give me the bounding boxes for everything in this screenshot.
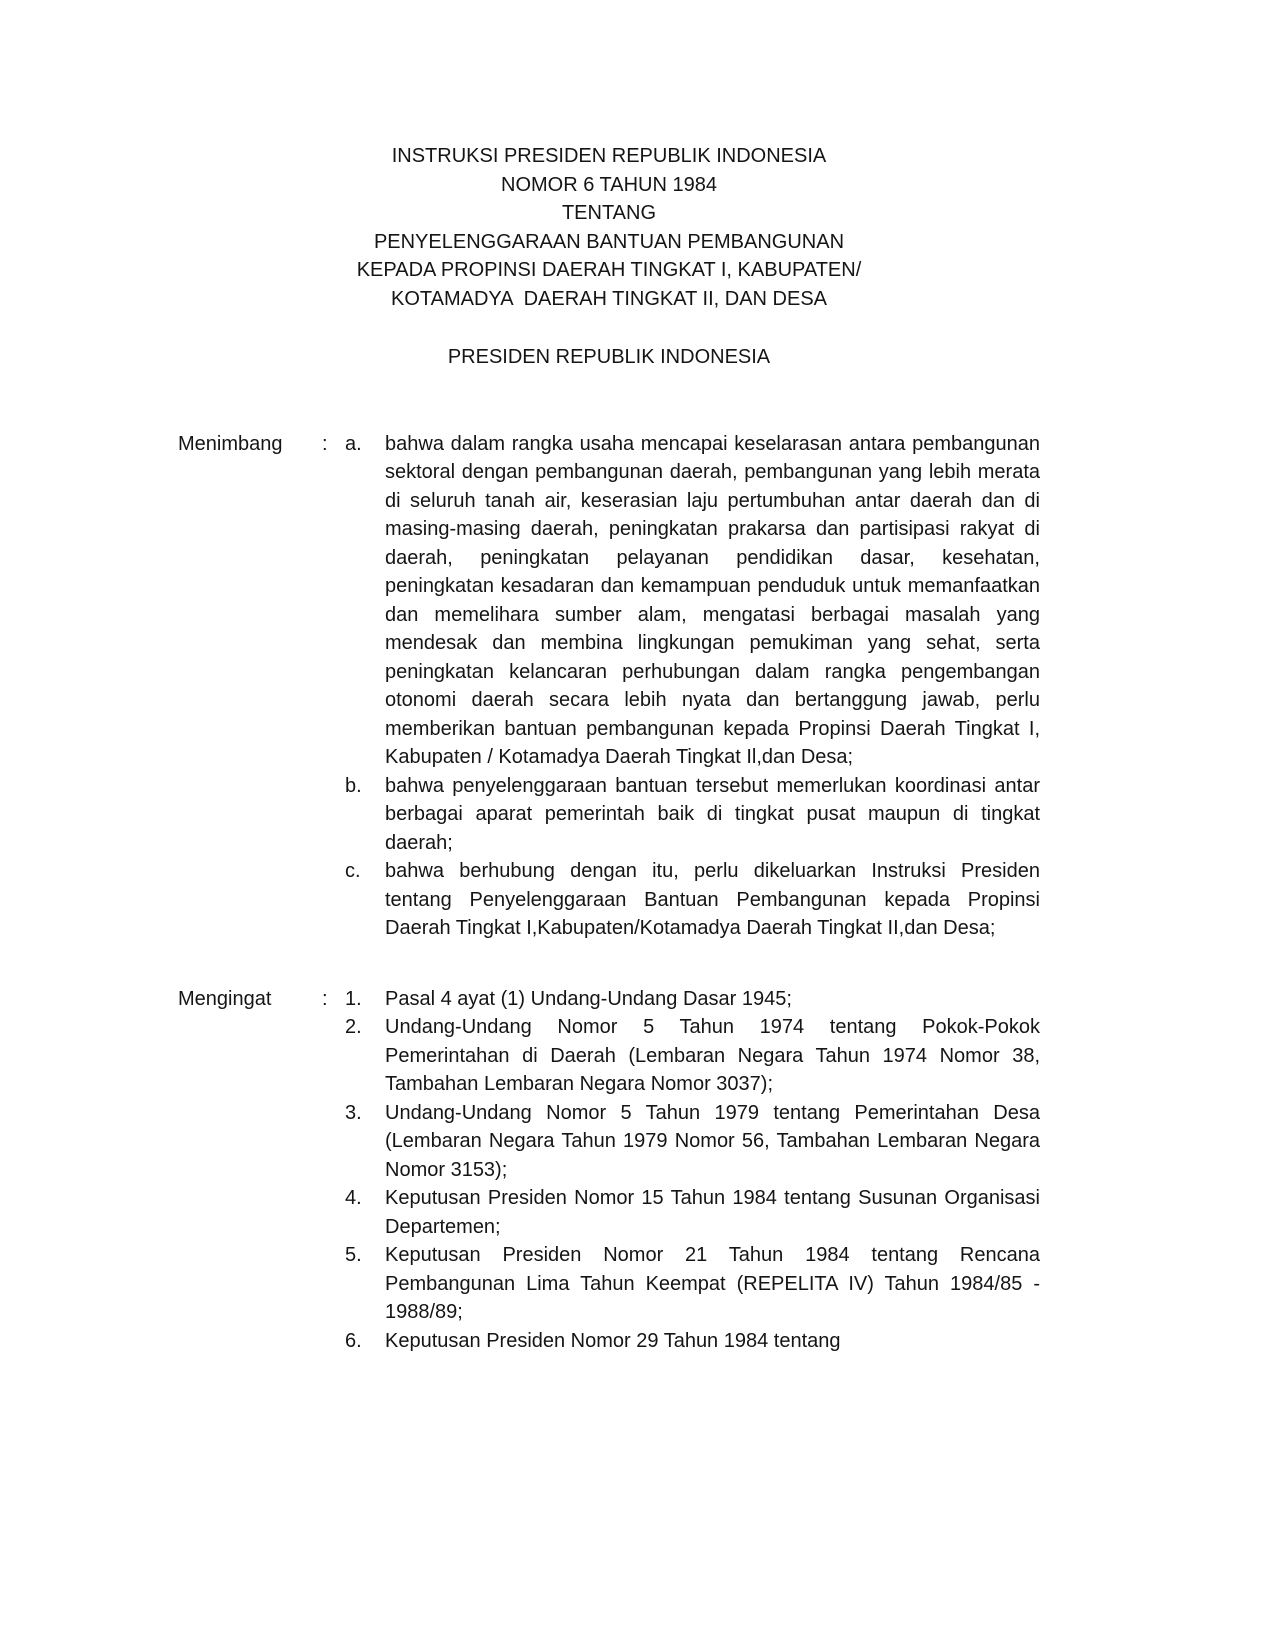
item-marker: b.	[345, 774, 362, 797]
list-item	[345, 857, 1040, 943]
title-line-2: NOMOR 6 TAHUN 1984	[501, 173, 717, 196]
title-line-3: TENTANG	[561, 202, 657, 224]
list-item	[345, 1184, 1040, 1241]
list-item	[345, 1241, 1040, 1327]
item-marker: 5.	[345, 1244, 362, 1266]
item-text: Keputusan Presiden Nomor 21 Tahun 1984 tentang Rencana Pembangunan Lima Tahun Keempat (REPELITA IV) Tahun 1984/85 - 1988/89;	[385, 1244, 1040, 1323]
section-mengingat-separator: :	[322, 987, 328, 1010]
title-line-1: INSTRUKSI PRESIDEN REPUBLIK INDONESIA	[391, 145, 827, 167]
item-text: bahwa dalam rangka usaha mencapai keselarasan antara pembangunan sektoral dengan pembangunan daerah, pembangunan yang lebih merata di seluruh tanah air, keserasian laju pertumbuhan antar daerah dan di masing-masing daerah, peningkatan prakarsa dan partisipasi rakyat di daerah, peningkatan pelayanan pendidikan dasar, kesehatan, peningkatan kesadaran dan kemampuan penduduk untuk memanfaatkan dan memelihara sumber alam, mengatasi berbagai masalah yang mendesak dan membina lingkungan pemukiman yang sehat, serta peningkatan kelancaran perhubungan dalam rangka pengembangan otonomi daerah secara lebih nyata dan bertanggung jawab, perlu memberikan bantuan pembangunan kepada Propinsi Daerah Tingkat I, Kabupaten / Kotamadya Daerah Tingkat Il,dan Desa;	[385, 432, 1040, 768]
list-item	[345, 772, 1040, 858]
item-text: Pasal 4 ayat (1) Undang-Undang Dasar 1945;	[385, 987, 792, 1010]
item-marker: 4.	[345, 1187, 362, 1209]
document-title-block	[178, 142, 1040, 313]
list-item	[345, 1327, 1040, 1356]
mengingat-items	[345, 985, 1040, 1356]
item-text: Keputusan Presiden Nomor 15 Tahun 1984 tentang Susunan Organisasi Departemen;	[385, 1187, 1040, 1238]
list-item	[345, 1013, 1040, 1099]
menimbang-items	[345, 430, 1040, 943]
item-marker: 2.	[345, 1016, 362, 1038]
item-marker: 3.	[345, 1101, 362, 1124]
item-text: Undang-Undang Nomor 5 Tahun 1979 tentang Pemerintahan Desa (Lembaran Negara Tahun 1979 Nomor 56, Tambahan Lembaran Negara Nomor 3153);	[385, 1101, 1040, 1181]
item-text: bahwa berhubung dengan itu, perlu dikeluarkan Instruksi Presiden tentang Penyelenggaraan Bantuan Pembangunan kepada Propinsi Daerah Tingkat I,Kabupaten/Kotamadya Daerah Tingkat II,dan Desa;	[385, 860, 1040, 939]
item-marker: c.	[345, 860, 361, 882]
item-text: Keputusan Presiden Nomor 29 Tahun 1984 tentang	[385, 1329, 841, 1352]
title-line-5: KEPADA PROPINSI DAERAH TINGKAT I, KABUPATEN/	[356, 259, 862, 281]
item-marker: a.	[345, 432, 362, 455]
section-menimbang-separator: :	[322, 432, 328, 455]
list-item	[345, 985, 1040, 1014]
document-content	[178, 142, 1040, 1355]
item-text: bahwa penyelenggaraan bantuan tersebut memerlukan koordinasi antar berbagai aparat pemerintah baik di tingkat pusat maupun di tingkat daerah;	[385, 774, 1040, 854]
section-mengingat-label: Mengingat	[178, 987, 272, 1010]
title-line-6: KOTAMADYA DAERAH TINGKAT II, DAN DESA	[390, 287, 827, 310]
title-line-4: PENYELENGGARAAN BANTUAN PEMBANGUNAN	[373, 230, 845, 253]
list-item	[345, 1099, 1040, 1185]
issuer-heading: PRESIDEN REPUBLIK INDONESIA	[447, 346, 771, 368]
section-mengingat	[178, 985, 1040, 1356]
item-marker: 1.	[345, 987, 362, 1010]
section-menimbang	[178, 430, 1040, 943]
section-menimbang-label: Menimbang	[178, 432, 283, 455]
list-item	[345, 430, 1040, 772]
item-marker: 6.	[345, 1329, 362, 1352]
item-text: Undang-Undang Nomor 5 Tahun 1974 tentang Pokok-Pokok Pemerintahan di Daerah (Lembaran Negara Tahun 1974 Nomor 38, Tambahan Lembaran Negara Nomor 3037);	[385, 1016, 1040, 1095]
